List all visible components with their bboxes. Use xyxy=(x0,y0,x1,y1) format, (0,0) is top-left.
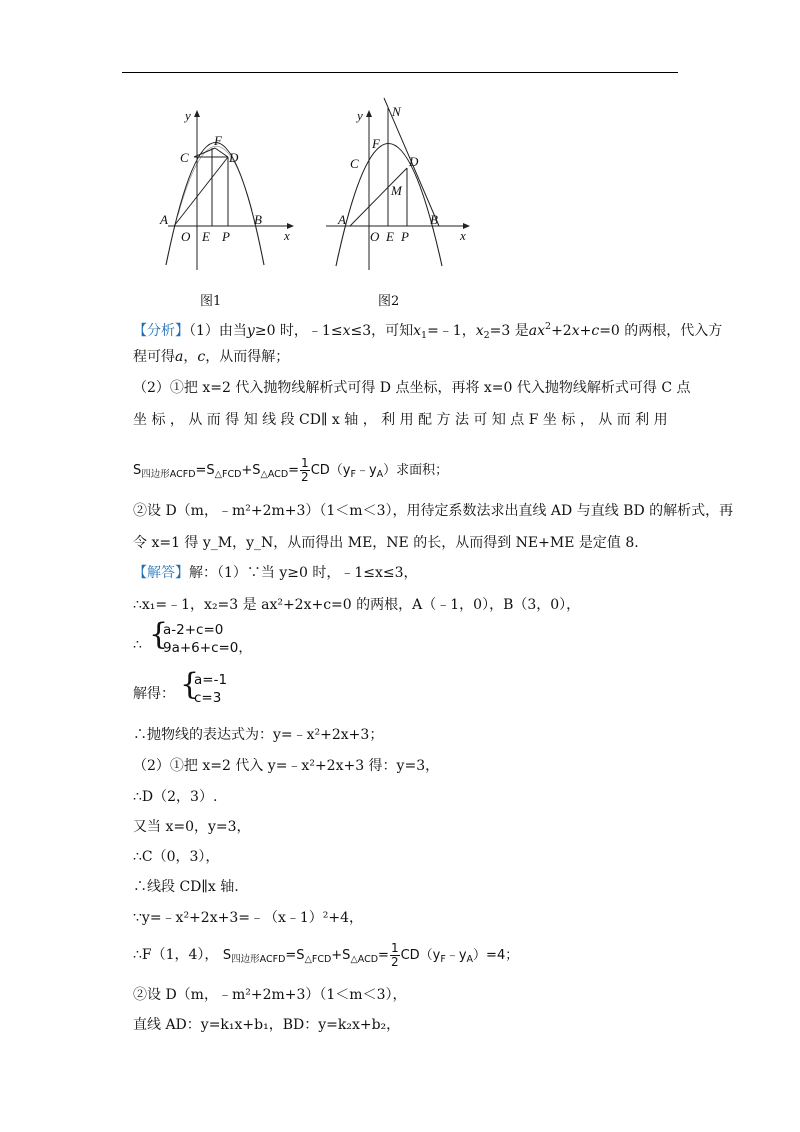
solution-line-7: ∴D（2，3）. xyxy=(133,789,218,805)
label-o: O xyxy=(181,229,191,244)
analysis-line-3: （2）①把 x=2 代入抛物线解析式可得 D 点坐标，再将 x=0 代入抛物线解析式可得 C 点 xyxy=(133,380,691,396)
t: =S xyxy=(285,948,305,963)
t: △FCD xyxy=(214,469,242,480)
t: + xyxy=(579,323,592,339)
t: x xyxy=(342,323,351,339)
fraction-half xyxy=(300,457,310,484)
solution-line-2: ∴x₁=﹣1，x₂=3 是 ax²+2x+c=0 的两根，A（﹣1，0），B（3，0）， xyxy=(133,597,581,613)
solution-line-14: 直线 AD：y=k₁x+b₁，BD：y=k₂x+b₂， xyxy=(133,1017,401,1033)
label-f: F xyxy=(214,133,222,148)
t: y xyxy=(246,323,255,339)
t: +2 xyxy=(551,323,572,339)
t: ） xyxy=(383,463,397,478)
figure-2-graph xyxy=(320,96,480,276)
label-p: P xyxy=(401,229,409,244)
label-n: N xyxy=(392,104,401,119)
system-2-prefix: 解得： xyxy=(133,686,175,702)
t: △FCD xyxy=(304,954,332,965)
label-d: D xyxy=(229,150,239,165)
system-2 xyxy=(194,671,227,707)
t: CD（y xyxy=(400,948,441,963)
solution-line-6: （2）①把 x=2 代入 y=﹣x²+2x+3 得：y=3， xyxy=(133,758,440,774)
t: ，从而得解； xyxy=(205,349,290,365)
t: = xyxy=(378,948,389,963)
analysis-line-1 xyxy=(133,318,722,345)
t: ， xyxy=(183,349,198,365)
t: F xyxy=(350,469,356,480)
t: △ACD xyxy=(260,469,289,480)
t: ， xyxy=(238,640,252,656)
label-e: E xyxy=(202,229,210,244)
t: 程可得 xyxy=(133,349,175,365)
solution-tag: 【解答】 xyxy=(133,565,189,581)
system-1 xyxy=(163,621,252,657)
solution-line-12 xyxy=(133,942,518,969)
figure-2 xyxy=(320,96,480,276)
analysis-tag: 【分析】 xyxy=(133,323,189,339)
t: S xyxy=(222,948,232,963)
t: c xyxy=(591,323,600,339)
label-c: C xyxy=(350,156,359,171)
t: +S xyxy=(241,463,261,478)
system-1-prefix: ∴ xyxy=(133,637,142,653)
t: ﹣y xyxy=(355,463,377,478)
t: a xyxy=(175,349,184,365)
t: 求面积； xyxy=(396,463,449,478)
t: ≤3，可知 xyxy=(350,323,414,339)
t: 四边形ACFD xyxy=(231,954,286,965)
t: CD（y xyxy=(310,463,351,478)
label-p: P xyxy=(222,229,230,244)
equation: c=3 xyxy=(194,690,222,706)
brace-icon: { xyxy=(149,617,169,652)
analysis-area-formula xyxy=(133,457,448,484)
figure-2-caption: 图2 xyxy=(378,294,400,309)
label-o: O xyxy=(370,229,380,244)
t: A xyxy=(466,954,474,965)
t: +S xyxy=(331,948,351,963)
t: ） xyxy=(473,948,487,963)
brace-icon: { xyxy=(180,667,200,702)
solution-line-5: ∴抛物线的表达式为：y=﹣x²+2x+3； xyxy=(133,727,384,743)
solution-line-9: ∴C（0，3）， xyxy=(133,849,220,865)
t: =﹣1， xyxy=(427,323,476,339)
solution-line-11: ∵y=﹣x²+2x+3=﹣（x﹣1）²+4， xyxy=(133,910,364,926)
area-formula xyxy=(222,941,519,969)
t: 解：（1）∵当 y≥0 时，﹣1≤x≤3， xyxy=(189,565,418,581)
equation: 9a+6+c=0 xyxy=(163,640,239,656)
t: F xyxy=(440,954,446,965)
label-y: y xyxy=(357,108,363,123)
t: S xyxy=(133,463,142,478)
t: =S xyxy=(195,463,215,478)
segment-fd xyxy=(215,148,228,157)
t: A xyxy=(376,469,384,480)
t: 四边形ACFD xyxy=(141,469,196,480)
label-f: F xyxy=(372,136,380,151)
label-a: A xyxy=(338,212,346,227)
t: ≥0 时，﹣1≤ xyxy=(254,323,343,339)
label-y: y xyxy=(185,108,191,123)
t: 2 xyxy=(483,330,490,341)
t: 2 xyxy=(545,321,552,332)
header-rule xyxy=(122,72,678,73)
t: 2 xyxy=(301,470,309,484)
solution-line-10: ∴线段 CD∥x 轴. xyxy=(133,879,239,895)
label-m: M xyxy=(391,183,402,198)
t: =4； xyxy=(486,948,519,963)
t: 1 xyxy=(421,330,428,341)
t: c xyxy=(197,349,206,365)
t: ﹣y xyxy=(445,948,467,963)
label-b: B xyxy=(430,212,438,227)
t: 1 xyxy=(301,456,309,470)
analysis-line-6: ②设 D（m，﹣m²+2m+3）（1＜m＜3），用待定系数法求出直线 AD 与直线 BD 的解析式，再 xyxy=(133,503,734,519)
equation: a-2+c=0 xyxy=(163,622,224,638)
analysis-line-2 xyxy=(133,348,289,366)
label-a: A xyxy=(160,212,168,227)
solution-line-8: 又当 x=0，y=3， xyxy=(133,819,251,835)
t: =0 的两根，代入方 xyxy=(599,323,723,339)
solution-line-13: ②设 D（m，﹣m²+2m+3）（1＜m＜3）， xyxy=(133,987,407,1003)
label-x: x xyxy=(460,228,466,243)
t: （1）由当 xyxy=(189,323,247,339)
analysis-line-7: 令 x=1 得 y_M，y_N，从而得出 ME，NE 的长，从而得到 NE+ME 是定值 8. xyxy=(133,535,639,551)
y-axis-arrow-icon xyxy=(366,110,372,117)
t: = xyxy=(288,463,300,478)
y-axis-arrow-icon xyxy=(194,110,200,117)
t: x xyxy=(475,323,484,339)
label-b: B xyxy=(254,212,262,227)
segment-ad xyxy=(174,157,228,226)
label-c: C xyxy=(180,150,189,165)
figure-1 xyxy=(160,100,310,280)
t: △ACD xyxy=(350,954,379,965)
solution-line-1 xyxy=(133,564,418,582)
label-x: x xyxy=(284,228,290,243)
analysis-line-4: 坐 标 ， 从 而 得 知 线 段 CD∥ x 轴 ， 利 用 配 方 法 可 知 点 F 坐 标 ， 从 而 利 用 xyxy=(133,412,668,428)
t: 2 xyxy=(390,955,399,969)
figure-1-graph xyxy=(160,100,310,280)
t: x xyxy=(571,323,580,339)
fraction-half xyxy=(390,942,400,969)
t: ax xyxy=(528,323,546,339)
t: ∴F（1，4）， xyxy=(133,947,219,963)
equation: a=-1 xyxy=(194,672,228,688)
t: 1 xyxy=(390,941,399,955)
label-e: E xyxy=(386,229,394,244)
label-d: D xyxy=(409,154,419,169)
t: =3 是 xyxy=(489,323,529,339)
figure-1-caption: 图1 xyxy=(200,294,222,309)
t: x xyxy=(413,323,422,339)
